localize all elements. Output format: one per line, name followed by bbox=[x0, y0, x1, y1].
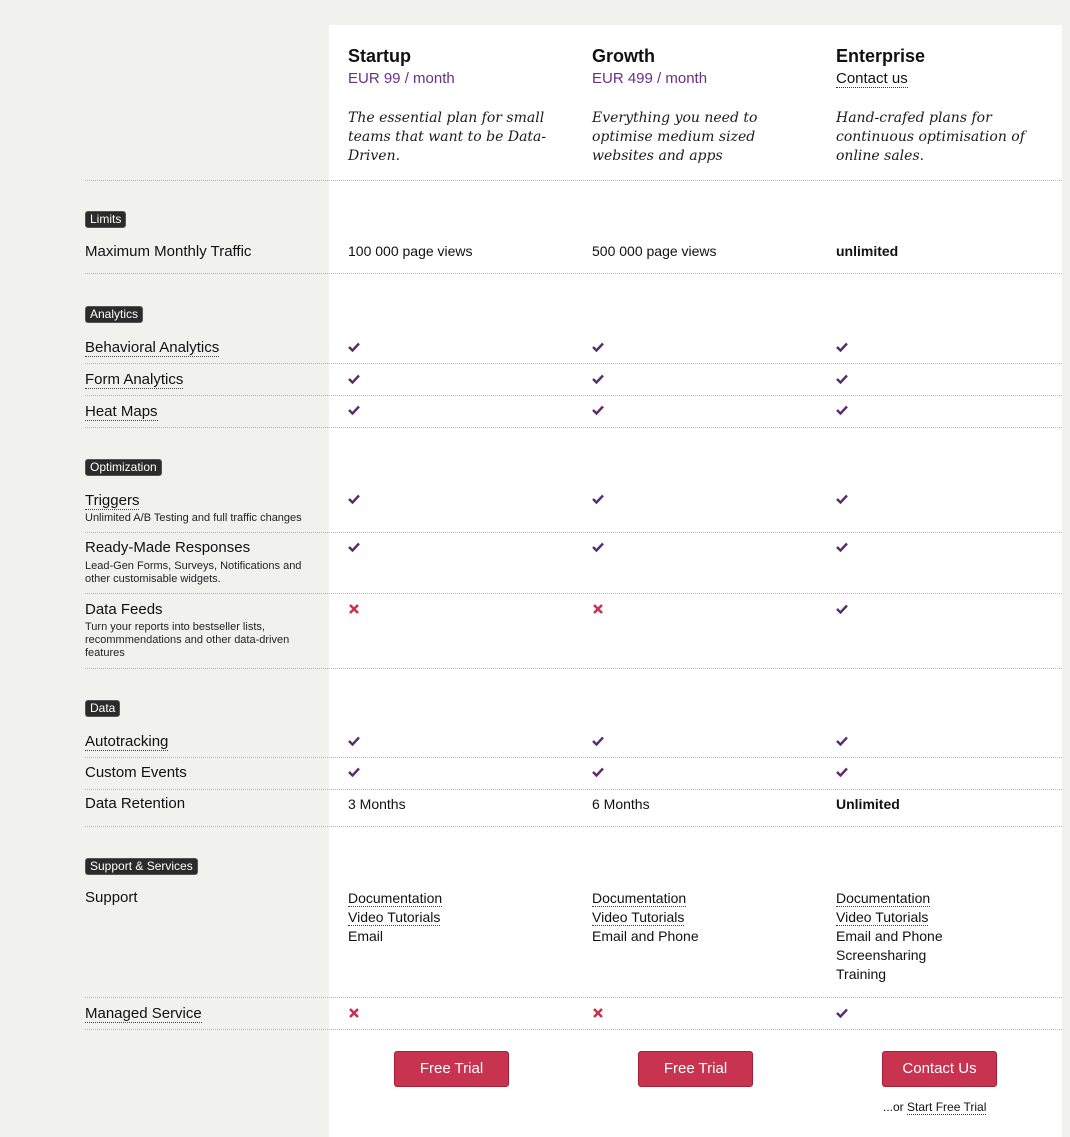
divider bbox=[85, 1029, 1062, 1030]
plan-name-enterprise: Enterprise bbox=[836, 46, 926, 66]
check-icon bbox=[592, 767, 604, 777]
retention-growth: 6 Months bbox=[592, 796, 650, 812]
check-icon bbox=[836, 604, 848, 614]
contact-us-link[interactable]: Contact us bbox=[836, 70, 908, 87]
row-sublabel-triggers: Unlimited A/B Testing and full traffic changes bbox=[85, 512, 302, 524]
start-free-trial-link[interactable]: Start Free Trial bbox=[907, 1100, 987, 1114]
check-icon bbox=[836, 342, 848, 352]
check-icon bbox=[592, 494, 604, 504]
retention-startup: 3 Months bbox=[348, 796, 406, 812]
start-free-trial-note: ...or Start Free Trial bbox=[883, 1100, 987, 1114]
documentation-link[interactable]: Documentation bbox=[836, 890, 931, 906]
cross-icon bbox=[592, 603, 604, 615]
support-list-enterprise bbox=[836, 889, 943, 984]
support-item: Email and Phone bbox=[592, 928, 699, 944]
row-label-managed-service[interactable]: Managed Service bbox=[85, 1005, 202, 1022]
cross-icon bbox=[592, 1007, 604, 1019]
traffic-startup: 100 000 page views bbox=[348, 243, 473, 259]
video-tutorials-link[interactable]: Video Tutorials bbox=[836, 909, 929, 925]
video-tutorials-link[interactable]: Video Tutorials bbox=[348, 909, 441, 925]
contact-us-button[interactable]: Contact Us bbox=[882, 1051, 997, 1087]
section-badge-analytics: Analytics bbox=[85, 306, 143, 323]
divider bbox=[85, 789, 1062, 790]
divider bbox=[85, 180, 1062, 181]
divider bbox=[85, 273, 1062, 274]
support-item: Screensharing bbox=[836, 947, 927, 963]
plan-description-growth: Everything you need to optimise medium sized websites and apps bbox=[592, 110, 758, 164]
traffic-growth: 500 000 page views bbox=[592, 243, 717, 259]
section-badge-data: Data bbox=[85, 700, 120, 717]
row-sublabel-data-feeds: Turn your reports into bestseller lists, recommmendations and other data-driven features bbox=[85, 621, 290, 659]
check-icon bbox=[836, 494, 848, 504]
support-item: Email and Phone bbox=[836, 928, 943, 944]
check-icon bbox=[348, 736, 360, 746]
divider bbox=[85, 668, 1062, 669]
row-label-heat-maps[interactable]: Heat Maps bbox=[85, 403, 158, 420]
check-icon bbox=[348, 767, 360, 777]
traffic-enterprise: unlimited bbox=[836, 243, 899, 259]
row-label-behavioral-analytics[interactable]: Behavioral Analytics bbox=[85, 339, 220, 356]
plan-description-enterprise: Hand-crafed plans for continuous optimisation of online sales. bbox=[836, 110, 1025, 164]
row-label-data-feeds: Data Feeds bbox=[85, 601, 163, 618]
retention-enterprise: Unlimited bbox=[836, 796, 900, 812]
support-list-startup bbox=[348, 889, 442, 946]
divider bbox=[85, 532, 1062, 533]
check-icon bbox=[836, 767, 848, 777]
check-icon bbox=[348, 342, 360, 352]
plan-price-startup: EUR 99 / month bbox=[348, 70, 455, 87]
check-icon bbox=[348, 542, 360, 552]
row-label-form-analytics[interactable]: Form Analytics bbox=[85, 371, 184, 388]
divider bbox=[85, 997, 1062, 998]
free-trial-button-startup[interactable]: Free Trial bbox=[394, 1051, 509, 1087]
check-icon bbox=[348, 494, 360, 504]
check-icon bbox=[592, 542, 604, 552]
check-icon bbox=[836, 374, 848, 384]
row-sublabel-responses: Lead-Gen Forms, Surveys, Notifications and other customisable widgets. bbox=[85, 560, 302, 585]
plan-description-startup: The essential plan for small teams that want to be Data-Driven. bbox=[348, 110, 547, 164]
support-list-growth bbox=[592, 889, 699, 946]
cross-icon bbox=[348, 1007, 360, 1019]
row-label-traffic: Maximum Monthly Traffic bbox=[85, 243, 252, 260]
documentation-link[interactable]: Documentation bbox=[348, 890, 443, 906]
divider bbox=[85, 427, 1062, 428]
section-badge-limits: Limits bbox=[85, 211, 126, 228]
plan-price-growth: EUR 499 / month bbox=[592, 70, 708, 87]
check-icon bbox=[836, 736, 848, 746]
check-icon bbox=[348, 374, 360, 384]
divider bbox=[85, 826, 1062, 827]
divider bbox=[85, 593, 1062, 594]
free-trial-button-growth[interactable]: Free Trial bbox=[638, 1051, 753, 1087]
divider bbox=[85, 395, 1062, 396]
plans-panel bbox=[329, 25, 1062, 1137]
documentation-link[interactable]: Documentation bbox=[592, 890, 687, 906]
divider bbox=[85, 757, 1062, 758]
support-item: Email bbox=[348, 928, 384, 944]
row-label-ready-made-responses: Ready-Made Responses bbox=[85, 539, 251, 556]
section-badge-support-services: Support & Services bbox=[85, 858, 198, 875]
check-icon bbox=[592, 405, 604, 415]
section-badge-optimization: Optimization bbox=[85, 459, 162, 476]
row-label-triggers[interactable]: Triggers bbox=[85, 492, 140, 509]
video-tutorials-link[interactable]: Video Tutorials bbox=[592, 909, 685, 925]
plan-name-growth: Growth bbox=[592, 46, 655, 66]
check-icon bbox=[592, 374, 604, 384]
plan-name-startup: Startup bbox=[348, 46, 411, 66]
divider bbox=[85, 363, 1062, 364]
check-icon bbox=[592, 736, 604, 746]
cross-icon bbox=[348, 603, 360, 615]
row-label-custom-events: Custom Events bbox=[85, 764, 187, 781]
check-icon bbox=[348, 405, 360, 415]
support-item: Training bbox=[836, 966, 887, 982]
check-icon bbox=[592, 342, 604, 352]
row-label-support: Support bbox=[85, 889, 138, 906]
check-icon bbox=[836, 405, 848, 415]
check-icon bbox=[836, 542, 848, 552]
row-label-data-retention: Data Retention bbox=[85, 795, 186, 812]
check-icon bbox=[836, 1008, 848, 1018]
row-label-autotracking[interactable]: Autotracking bbox=[85, 733, 169, 750]
